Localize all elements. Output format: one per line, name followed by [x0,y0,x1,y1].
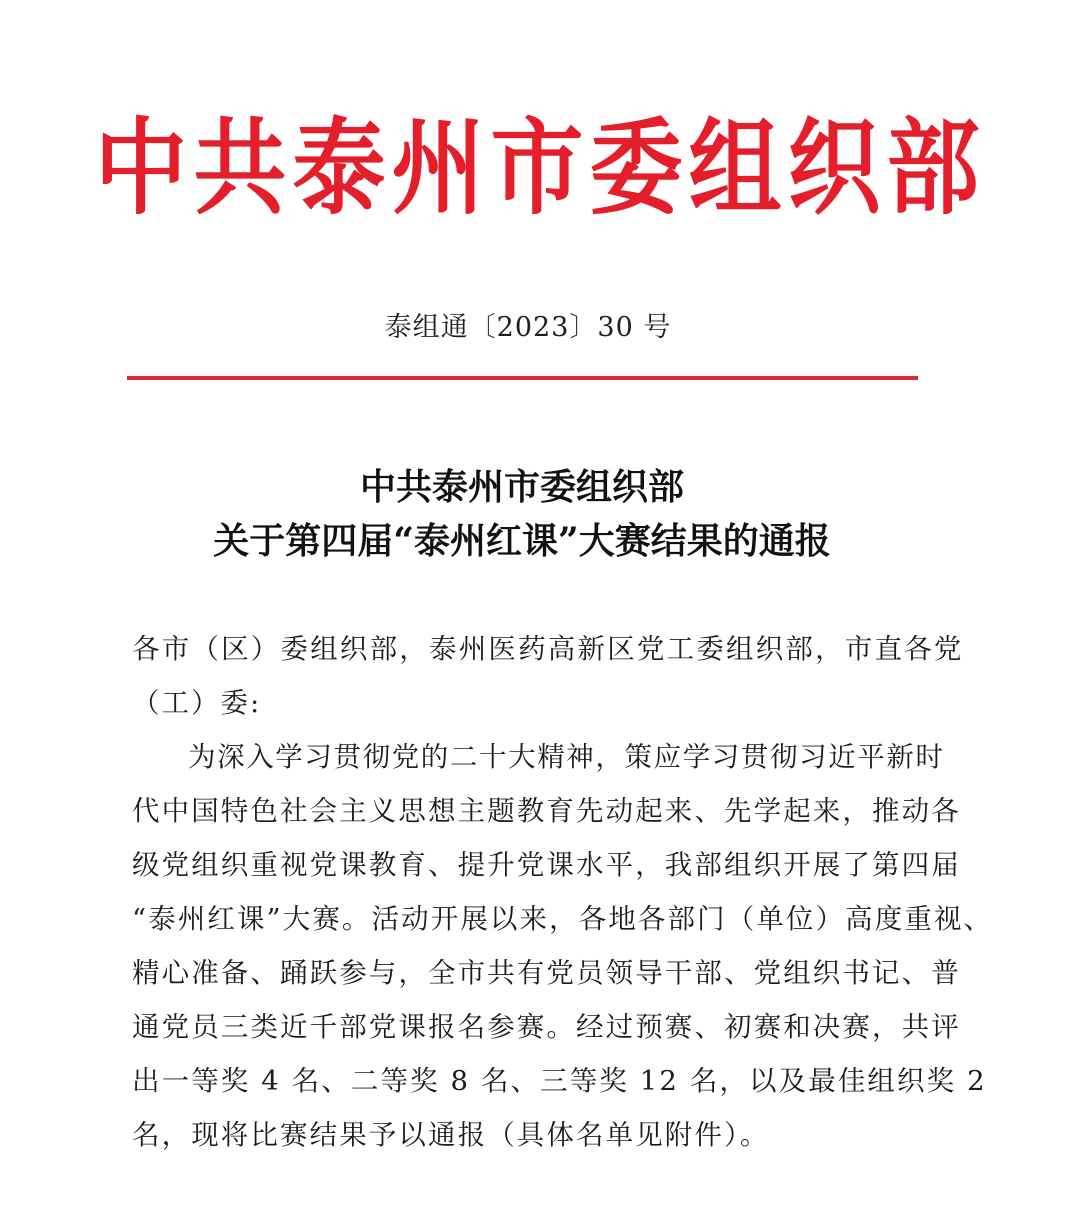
paragraph-line: 为深入学习贯彻党的二十大精神，策应学习贯彻习近平新时 [188,741,945,773]
document-number: 泰组通〔2023〕30 号 [384,312,672,343]
salutation-line-2: （工）委: [132,687,262,719]
organization-header: 中共泰州市委组织部 [94,107,986,229]
paragraph-line: 出一等奖 4 名、二等奖 8 名、三等奖 12 名，以及最佳组织奖 2 [132,1065,987,1097]
document-title-line-2: 关于第四届“泰州红课”大赛结果的通报 [213,520,831,562]
paragraph-line: 代中国特色社会主义思想主题教育先动起来、先学起来，推动各 [132,795,961,827]
paragraph-line: 精心准备、踊跃参与，全市共有党员领导干部、党组织书记、普 [132,957,961,989]
paragraph-line: “泰州红课”大赛。活动开展以来，各地各部门（单位）高度重视、 [132,903,994,935]
paragraph-line: 名，现将比赛结果予以通报（具体名单见附件）。 [132,1119,770,1151]
paragraph-line: 级党组织重视党课教育、提升党课水平，我部组织开展了第四届 [132,849,961,881]
red-divider-line [127,376,918,380]
document-title-line-1: 中共泰州市委组织部 [359,466,684,508]
salutation-line-1: 各市（区）委组织部，泰州医药高新区党工委组织部，市直各党 [132,633,964,665]
paragraph-line: 通党员三类近千部党课报名参赛。经过预赛、初赛和决赛，共评 [132,1011,961,1043]
